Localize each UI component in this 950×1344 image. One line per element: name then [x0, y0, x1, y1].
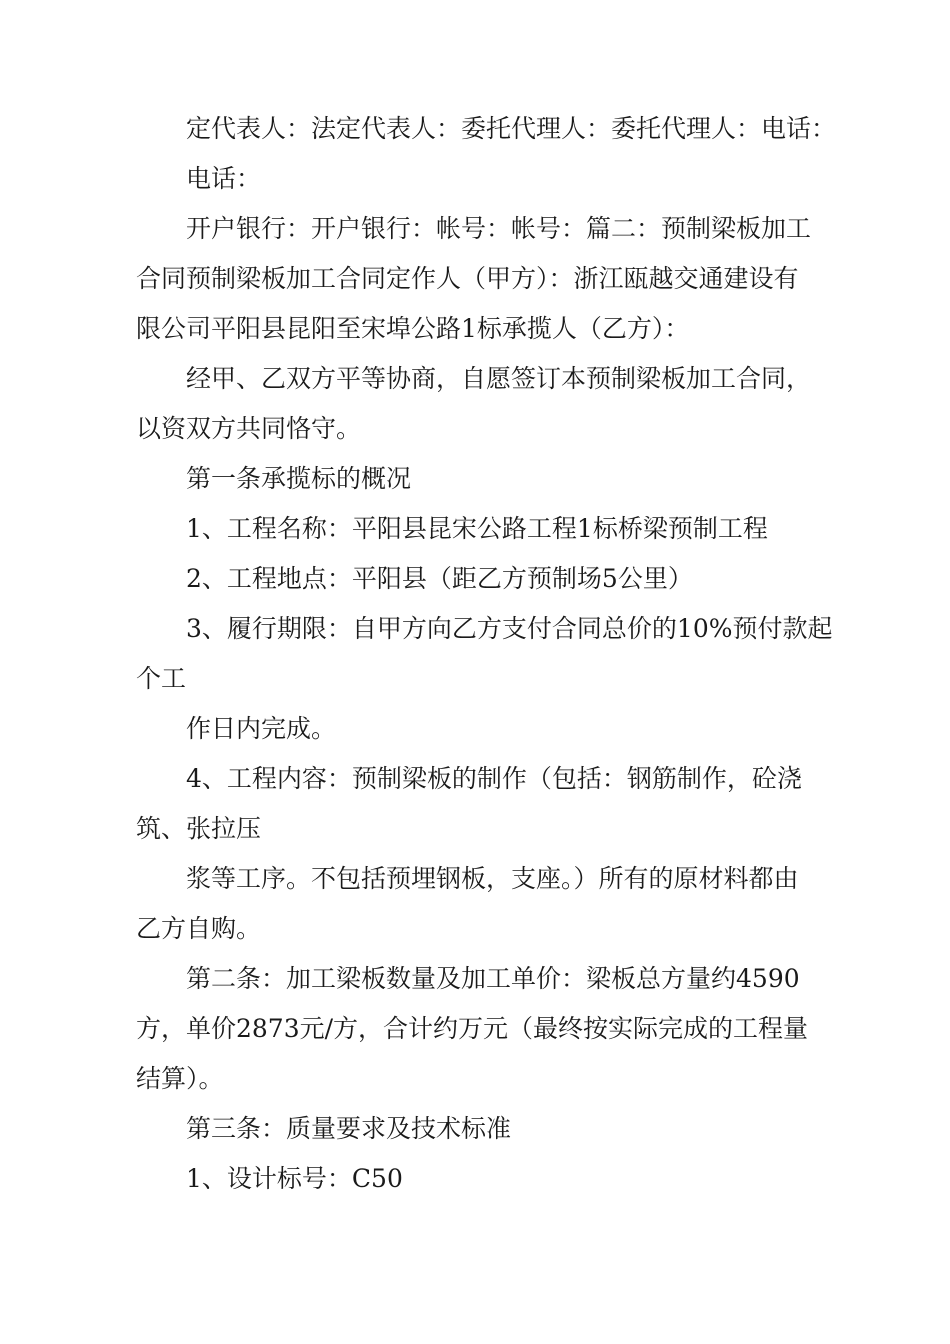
text-line: 乙方自购。 [136, 914, 262, 943]
text-line: 4、工程内容：预制梁板的制作（包括：钢筋制作，砼浇 [186, 764, 802, 793]
text-line: 定代表人：法定代表人：委托代理人：委托代理人：电话： [186, 114, 837, 143]
text-line: 筑、张拉压 [136, 814, 262, 843]
text-line: 以资双方共同恪守。 [136, 414, 362, 443]
text-line: 合同预制梁板加工合同定作人（甲方）：浙江瓯越交通建设有 [136, 264, 799, 293]
section-heading: 第三条：质量要求及技术标准 [186, 1114, 512, 1143]
text-line: 3、履行期限：自甲方向乙方支付合同总价的10%预付款起 [186, 614, 833, 643]
text-line: 浆等工序。不包括预埋钢板，支座。）所有的原材料都由 [186, 864, 799, 893]
text-line: 开户银行：开户银行：帐号：帐号：篇二：预制梁板加工 [186, 214, 812, 243]
text-line: 1、设计标号：C50 [186, 1164, 403, 1193]
text-line: 限公司平阳县昆阳至宋埠公路1标承揽人（乙方）： [136, 314, 690, 343]
section-heading: 第一条承揽标的概况 [186, 464, 412, 493]
text-line: 结算）。 [136, 1064, 224, 1093]
text-line: 电话： [186, 164, 262, 193]
text-line: 个工 [136, 664, 187, 693]
text-line: 1、工程名称：平阳县昆宋公路工程1标桥梁预制工程 [186, 514, 768, 543]
text-line: 2、工程地点：平阳县（距乙方预制场5公里） [186, 564, 693, 593]
section-heading: 第二条：加工梁板数量及加工单价：梁板总方量约4590 [186, 964, 800, 993]
text-line: 经甲、乙双方平等协商，自愿签订本预制梁板加工合同， [186, 364, 812, 393]
contract-text [136, 104, 836, 1204]
text-line: 方，单价2873元/方，合计约万元（最终按实际完成的工程量 [136, 1014, 809, 1043]
text-line: 作日内完成。 [186, 714, 337, 743]
